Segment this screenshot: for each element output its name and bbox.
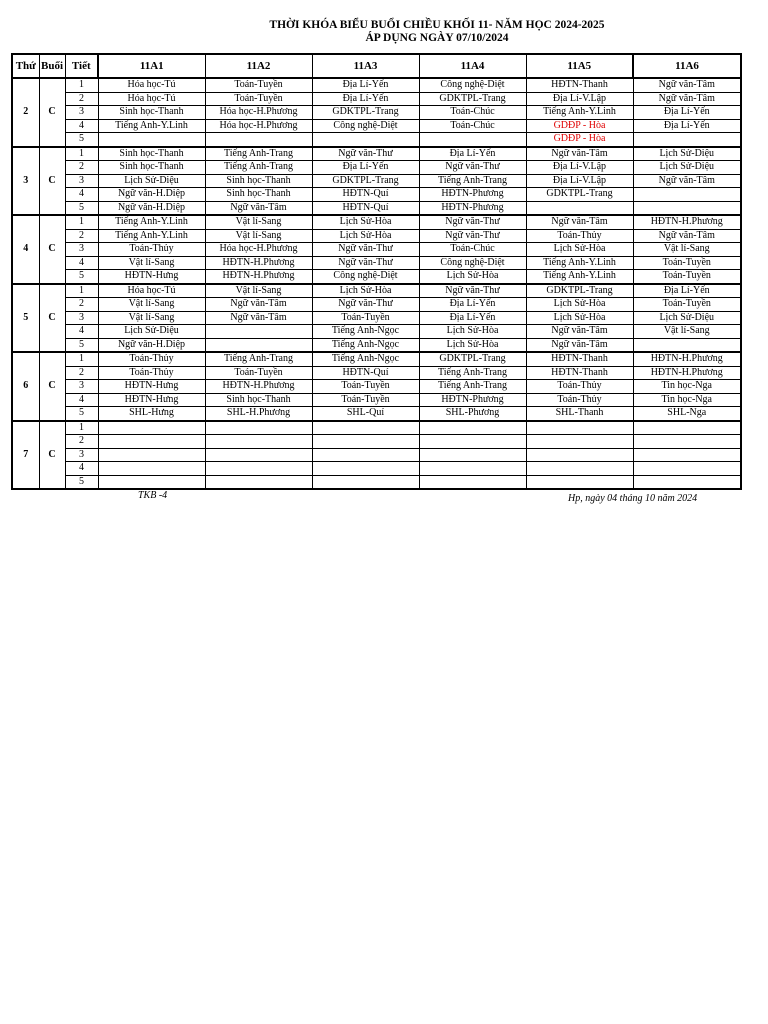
- cell-11a5: HĐTN-Thanh: [526, 352, 633, 366]
- period-cell: 1: [65, 352, 98, 366]
- cell-11a5: Tiếng Anh-Y.Linh: [526, 256, 633, 270]
- cell-11a4: Ngữ văn-Thư: [419, 215, 526, 229]
- cell-11a1: Tiếng Anh-Y.Linh: [98, 119, 205, 133]
- cell-11a6: HĐTN-H.Phương: [633, 366, 741, 380]
- cell-11a6: HĐTN-H.Phương: [633, 352, 741, 366]
- cell-11a5: Toán-Thủy: [526, 393, 633, 407]
- cell-11a2: Vật lí-Sang: [205, 215, 312, 229]
- cell-11a6: Lịch Sử-Diệu: [633, 311, 741, 325]
- cell-11a3: Toán-Tuyền: [312, 380, 419, 394]
- cell-11a5: HĐTN-Thanh: [526, 366, 633, 380]
- cell-11a4: [419, 462, 526, 476]
- cell-11a5: GDĐP - Hòa: [526, 119, 633, 133]
- cell-11a4: HĐTN-Phương: [419, 188, 526, 202]
- period-cell: 5: [65, 201, 98, 215]
- cell-11a1: [98, 448, 205, 462]
- cell-11a3: Lịch Sử-Hòa: [312, 229, 419, 243]
- cell-11a6: [633, 462, 741, 476]
- cell-11a3: [312, 475, 419, 489]
- table-row: [12, 215, 741, 229]
- cell-11a3: Ngữ văn-Thư: [312, 147, 419, 161]
- period-cell: 4: [65, 393, 98, 407]
- day-cell: 3: [12, 147, 39, 216]
- cell-11a6: Ngữ văn-Tâm: [633, 174, 741, 188]
- table-row: [12, 133, 741, 147]
- cell-11a5: Toán-Thủy: [526, 380, 633, 394]
- cell-11a3: Lịch Sử-Hòa: [312, 215, 419, 229]
- cell-11a1: Sinh học-Thanh: [98, 161, 205, 175]
- cell-11a6: [633, 201, 741, 215]
- cell-11a1: [98, 421, 205, 435]
- cell-11a4: Ngữ văn-Thư: [419, 284, 526, 298]
- cell-11a3: [312, 421, 419, 435]
- cell-11a5: GDKTPL-Trang: [526, 188, 633, 202]
- day-cell: 7: [12, 421, 39, 490]
- cell-11a4: Ngữ văn-Thư: [419, 161, 526, 175]
- cell-11a4: GDKTPL-Trang: [419, 92, 526, 106]
- cell-11a6: Vật lí-Sang: [633, 243, 741, 257]
- cell-11a2: [205, 475, 312, 489]
- col-header-11a4: 11A4: [419, 54, 526, 78]
- table-row: [12, 393, 741, 407]
- table-row: [12, 380, 741, 394]
- col-header-11a5: 11A5: [526, 54, 633, 78]
- cell-11a6: HĐTN-H.Phương: [633, 215, 741, 229]
- cell-11a3: Lịch Sử-Hòa: [312, 284, 419, 298]
- col-header-session: Buổi: [39, 54, 65, 78]
- cell-11a3: GDKTPL-Trang: [312, 106, 419, 120]
- table-row: [12, 284, 741, 298]
- cell-11a2: HĐTN-H.Phương: [205, 380, 312, 394]
- cell-11a3: HĐTN-Quí: [312, 201, 419, 215]
- timetable: [11, 53, 742, 490]
- cell-11a2: SHL-H.Phương: [205, 407, 312, 421]
- table-row: [12, 106, 741, 120]
- cell-11a3: Công nghệ-Diệt: [312, 270, 419, 284]
- cell-11a6: [633, 448, 741, 462]
- period-cell: 4: [65, 256, 98, 270]
- cell-11a2: [205, 338, 312, 352]
- timetable-body: [12, 78, 741, 489]
- cell-11a2: Sinh học-Thanh: [205, 393, 312, 407]
- cell-11a1: Hóa học-Tú: [98, 78, 205, 92]
- cell-11a6: Lịch Sử-Diệu: [633, 161, 741, 175]
- period-cell: 5: [65, 338, 98, 352]
- cell-11a6: [633, 133, 741, 147]
- period-cell: 4: [65, 119, 98, 133]
- cell-11a6: Toán-Tuyền: [633, 270, 741, 284]
- cell-11a4: HĐTN-Phương: [419, 201, 526, 215]
- cell-11a5: [526, 462, 633, 476]
- col-header-day: Thứ: [12, 54, 39, 78]
- cell-11a6: [633, 338, 741, 352]
- cell-11a5: Lịch Sử-Hòa: [526, 243, 633, 257]
- period-cell: 1: [65, 78, 98, 92]
- cell-11a4: Ngữ văn-Thư: [419, 229, 526, 243]
- cell-11a3: [312, 462, 419, 476]
- cell-11a5: [526, 435, 633, 449]
- cell-11a5: Địa Lí-V.Lập: [526, 92, 633, 106]
- cell-11a4: Địa Lí-Yến: [419, 311, 526, 325]
- col-header-period: Tiết: [65, 54, 98, 78]
- table-row: [12, 462, 741, 476]
- cell-11a4: Lịch Sử-Hòa: [419, 270, 526, 284]
- cell-11a4: Công nghệ-Diệt: [419, 78, 526, 92]
- cell-11a1: HĐTN-Hưng: [98, 270, 205, 284]
- cell-11a2: Tiếng Anh-Trang: [205, 352, 312, 366]
- day-cell: 5: [12, 284, 39, 353]
- cell-11a3: Ngữ văn-Thư: [312, 256, 419, 270]
- day-cell: 2: [12, 78, 39, 147]
- cell-11a1: Vật lí-Sang: [98, 298, 205, 312]
- period-cell: 4: [65, 188, 98, 202]
- cell-11a1: Toán-Thủy: [98, 243, 205, 257]
- cell-11a1: Lịch Sử-Diệu: [98, 174, 205, 188]
- cell-11a6: SHL-Nga: [633, 407, 741, 421]
- cell-11a6: [633, 435, 741, 449]
- cell-11a3: Toán-Tuyền: [312, 311, 419, 325]
- cell-11a2: [205, 462, 312, 476]
- cell-11a3: Địa Lí-Yến: [312, 92, 419, 106]
- col-header-11a2: 11A2: [205, 54, 312, 78]
- cell-11a6: Vật lí-Sang: [633, 325, 741, 339]
- cell-11a1: Sinh học-Thanh: [98, 147, 205, 161]
- cell-11a1: Hóa học-Tú: [98, 92, 205, 106]
- cell-11a1: Toán-Thủy: [98, 352, 205, 366]
- cell-11a3: Tiếng Anh-Ngọc: [312, 352, 419, 366]
- cell-11a3: Công nghệ-Diệt: [312, 119, 419, 133]
- table-row: [12, 338, 741, 352]
- cell-11a6: [633, 188, 741, 202]
- cell-11a6: [633, 421, 741, 435]
- session-cell: C: [39, 78, 65, 147]
- table-row: [12, 325, 741, 339]
- cell-11a5: [526, 421, 633, 435]
- table-row: [12, 448, 741, 462]
- table-row: [12, 229, 741, 243]
- cell-11a2: Ngữ văn-Tâm: [205, 201, 312, 215]
- cell-11a1: HĐTN-Hưng: [98, 393, 205, 407]
- period-cell: 5: [65, 475, 98, 489]
- cell-11a6: Toán-Tuyền: [633, 298, 741, 312]
- cell-11a4: Tiếng Anh-Trang: [419, 174, 526, 188]
- title-line-1: THỜI KHÓA BIỂU BUỔI CHIỀU KHỐI 11- NĂM HỌC 2024-2025: [269, 19, 605, 31]
- period-cell: 2: [65, 298, 98, 312]
- cell-11a3: [312, 133, 419, 147]
- cell-11a2: Toán-Tuyền: [205, 78, 312, 92]
- period-cell: 3: [65, 243, 98, 257]
- cell-11a3: Toán-Tuyền: [312, 393, 419, 407]
- session-cell: C: [39, 284, 65, 353]
- cell-11a6: Địa Lí-Yến: [633, 284, 741, 298]
- cell-11a1: [98, 475, 205, 489]
- cell-11a5: Ngữ văn-Tâm: [526, 325, 633, 339]
- cell-11a6: Ngữ văn-Tâm: [633, 78, 741, 92]
- day-cell: 6: [12, 352, 39, 421]
- cell-11a5: [526, 201, 633, 215]
- cell-11a4: Tiếng Anh-Trang: [419, 380, 526, 394]
- cell-11a6: Địa Lí-Yến: [633, 106, 741, 120]
- header-row: [12, 54, 741, 78]
- cell-11a2: Tiếng Anh-Trang: [205, 161, 312, 175]
- period-cell: 4: [65, 325, 98, 339]
- cell-11a1: SHL-Hưng: [98, 407, 205, 421]
- document-title: [0, 19, 768, 45]
- session-cell: C: [39, 147, 65, 216]
- cell-11a5: GDKTPL-Trang: [526, 284, 633, 298]
- cell-11a1: Lịch Sử-Diệu: [98, 325, 205, 339]
- table-row: [12, 435, 741, 449]
- cell-11a2: Vật lí-Sang: [205, 284, 312, 298]
- table-row: [12, 174, 741, 188]
- cell-11a4: Công nghệ-Diệt: [419, 256, 526, 270]
- date-line: Hp, ngày 04 tháng 10 năm 2024: [568, 493, 698, 504]
- cell-11a3: HĐTN-Quí: [312, 366, 419, 380]
- cell-11a1: HĐTN-Hưng: [98, 380, 205, 394]
- cell-11a2: Sinh học-Thanh: [205, 174, 312, 188]
- cell-11a5: GDĐP - Hòa: [526, 133, 633, 147]
- cell-11a2: [205, 325, 312, 339]
- table-row: [12, 366, 741, 380]
- cell-11a5: Ngữ văn-Tâm: [526, 338, 633, 352]
- period-cell: 2: [65, 229, 98, 243]
- cell-11a4: Toán-Chúc: [419, 106, 526, 120]
- table-row: [12, 188, 741, 202]
- table-row: [12, 256, 741, 270]
- cell-11a4: Toán-Chúc: [419, 243, 526, 257]
- cell-11a2: Vật lí-Sang: [205, 229, 312, 243]
- cell-11a3: SHL-Quí: [312, 407, 419, 421]
- cell-11a2: [205, 435, 312, 449]
- cell-11a4: HĐTN-Phương: [419, 393, 526, 407]
- cell-11a4: [419, 133, 526, 147]
- cell-11a1: [98, 133, 205, 147]
- period-cell: 1: [65, 147, 98, 161]
- day-cell: 4: [12, 215, 39, 284]
- table-row: [12, 147, 741, 161]
- cell-11a2: [205, 448, 312, 462]
- cell-11a4: Lịch Sử-Hòa: [419, 338, 526, 352]
- cell-11a2: Sinh học-Thanh: [205, 188, 312, 202]
- cell-11a5: Tiếng Anh-Y.Linh: [526, 270, 633, 284]
- period-cell: 2: [65, 435, 98, 449]
- table-row: [12, 92, 741, 106]
- table-row: [12, 407, 741, 421]
- cell-11a5: Ngữ văn-Tâm: [526, 147, 633, 161]
- cell-11a3: [312, 435, 419, 449]
- period-cell: 3: [65, 174, 98, 188]
- cell-11a1: [98, 462, 205, 476]
- cell-11a3: GDKTPL-Trang: [312, 174, 419, 188]
- cell-11a6: Tin học-Nga: [633, 393, 741, 407]
- cell-11a5: Lịch Sử-Hòa: [526, 311, 633, 325]
- cell-11a3: Tiếng Anh-Ngọc: [312, 325, 419, 339]
- cell-11a5: SHL-Thanh: [526, 407, 633, 421]
- cell-11a2: Toán-Tuyền: [205, 366, 312, 380]
- cell-11a4: [419, 475, 526, 489]
- period-cell: 5: [65, 270, 98, 284]
- table-row: [12, 78, 741, 92]
- cell-11a1: Tiếng Anh-Y.Linh: [98, 229, 205, 243]
- cell-11a6: Tin học-Nga: [633, 380, 741, 394]
- cell-11a3: Tiếng Anh-Ngọc: [312, 338, 419, 352]
- cell-11a6: Ngữ văn-Tâm: [633, 229, 741, 243]
- cell-11a4: [419, 421, 526, 435]
- cell-11a1: Ngữ văn-H.Diệp: [98, 201, 205, 215]
- period-cell: 3: [65, 106, 98, 120]
- cell-11a6: Địa Lí-Yến: [633, 119, 741, 133]
- cell-11a2: Toán-Tuyền: [205, 92, 312, 106]
- cell-11a3: [312, 448, 419, 462]
- table-row: [12, 311, 741, 325]
- cell-11a2: Ngữ văn-Tâm: [205, 298, 312, 312]
- timetable-code: TKB -4: [138, 490, 168, 501]
- cell-11a3: HĐTN-Quí: [312, 188, 419, 202]
- session-cell: C: [39, 352, 65, 421]
- table-row: [12, 298, 741, 312]
- period-cell: 2: [65, 92, 98, 106]
- table-row: [12, 243, 741, 257]
- cell-11a6: [633, 475, 741, 489]
- cell-11a4: Địa Lí-Yến: [419, 298, 526, 312]
- cell-11a5: Tiếng Anh-Y.Linh: [526, 106, 633, 120]
- period-cell: 5: [65, 407, 98, 421]
- cell-11a3: Địa Lí-Yến: [312, 161, 419, 175]
- period-cell: 1: [65, 284, 98, 298]
- table-row: [12, 475, 741, 489]
- cell-11a4: SHL-Phương: [419, 407, 526, 421]
- col-header-11a6: 11A6: [633, 54, 741, 78]
- cell-11a2: [205, 421, 312, 435]
- table-row: [12, 352, 741, 366]
- period-cell: 1: [65, 421, 98, 435]
- cell-11a4: Lịch Sử-Hòa: [419, 325, 526, 339]
- cell-11a2: Hóa học-H.Phương: [205, 119, 312, 133]
- period-cell: 1: [65, 215, 98, 229]
- table-row: [12, 421, 741, 435]
- table-row: [12, 270, 741, 284]
- cell-11a6: Lịch Sử-Diệu: [633, 147, 741, 161]
- period-cell: 3: [65, 311, 98, 325]
- cell-11a1: Ngữ văn-H.Diệp: [98, 188, 205, 202]
- cell-11a1: Toán-Thủy: [98, 366, 205, 380]
- cell-11a2: Hóa học-H.Phương: [205, 106, 312, 120]
- cell-11a5: [526, 475, 633, 489]
- cell-11a4: [419, 448, 526, 462]
- cell-11a5: [526, 448, 633, 462]
- cell-11a1: Vật lí-Sang: [98, 311, 205, 325]
- cell-11a2: Tiếng Anh-Trang: [205, 147, 312, 161]
- period-cell: 5: [65, 133, 98, 147]
- period-cell: 3: [65, 380, 98, 394]
- cell-11a1: Tiếng Anh-Y.Linh: [98, 215, 205, 229]
- cell-11a6: Toán-Tuyền: [633, 256, 741, 270]
- cell-11a1: Vật lí-Sang: [98, 256, 205, 270]
- cell-11a4: Địa Lí-Yến: [419, 147, 526, 161]
- cell-11a1: Sinh học-Thanh: [98, 106, 205, 120]
- col-header-11a1: 11A1: [98, 54, 205, 78]
- period-cell: 4: [65, 462, 98, 476]
- period-cell: 2: [65, 161, 98, 175]
- cell-11a2: [205, 133, 312, 147]
- cell-11a5: Địa Lí-V.Lập: [526, 174, 633, 188]
- cell-11a3: Ngữ văn-Thư: [312, 243, 419, 257]
- table-row: [12, 161, 741, 175]
- col-header-11a3: 11A3: [312, 54, 419, 78]
- cell-11a3: Địa Lí-Yến: [312, 78, 419, 92]
- cell-11a2: Ngữ văn-Tâm: [205, 311, 312, 325]
- table-row: [12, 201, 741, 215]
- cell-11a4: [419, 435, 526, 449]
- period-cell: 2: [65, 366, 98, 380]
- cell-11a1: [98, 435, 205, 449]
- cell-11a1: Hóa học-Tú: [98, 284, 205, 298]
- cell-11a1: Ngữ văn-H.Diệp: [98, 338, 205, 352]
- cell-11a4: Tiếng Anh-Trang: [419, 366, 526, 380]
- cell-11a4: Toán-Chúc: [419, 119, 526, 133]
- cell-11a5: HĐTN-Thanh: [526, 78, 633, 92]
- cell-11a6: Ngữ văn-Tâm: [633, 92, 741, 106]
- cell-11a5: Toán-Thủy: [526, 229, 633, 243]
- cell-11a2: Hóa học-H.Phương: [205, 243, 312, 257]
- cell-11a5: Lịch Sử-Hòa: [526, 298, 633, 312]
- cell-11a5: Địa Lí-V.Lập: [526, 161, 633, 175]
- period-cell: 3: [65, 448, 98, 462]
- cell-11a5: Ngữ văn-Tâm: [526, 215, 633, 229]
- title-line-2: ÁP DỤNG NGÀY 07/10/2024: [365, 32, 509, 44]
- cell-11a2: HĐTN-H.Phương: [205, 256, 312, 270]
- cell-11a2: HĐTN-H.Phương: [205, 270, 312, 284]
- session-cell: C: [39, 215, 65, 284]
- table-row: [12, 119, 741, 133]
- cell-11a3: Ngữ văn-Thư: [312, 298, 419, 312]
- cell-11a4: GDKTPL-Trang: [419, 352, 526, 366]
- session-cell: C: [39, 421, 65, 490]
